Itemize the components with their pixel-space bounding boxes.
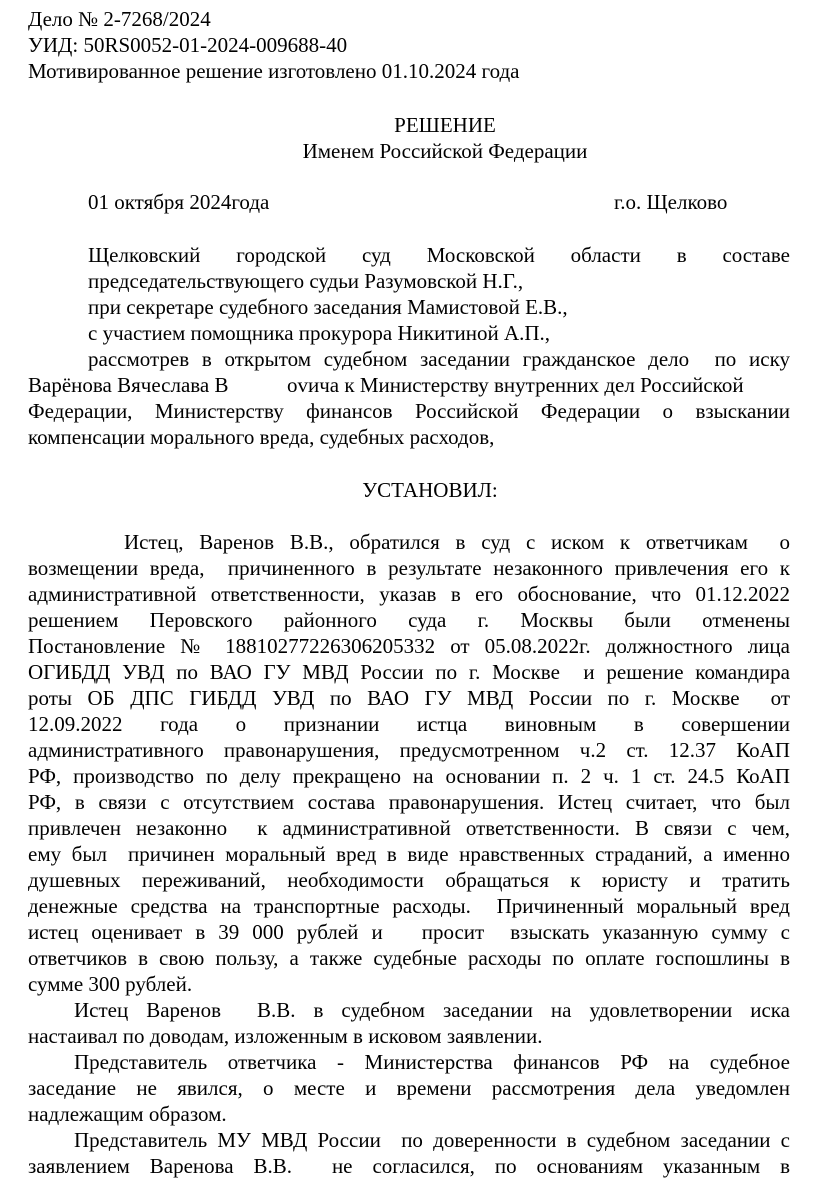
body-line: административной ответственности, указав в его обоснование, что 01.12.2022 bbox=[28, 582, 790, 606]
body-line: Представитель МУ МВД России по доверенности в судебном заседании с bbox=[74, 1128, 790, 1152]
preamble-line: при секретаре судебного заседания Мамистовой Е.В., bbox=[88, 295, 568, 319]
body-line: привлечен незаконно к административной ответственности. В связи с чем, bbox=[28, 816, 790, 840]
body-line: Истец Варенов В.В. в судебном заседании на удовлетворении иска bbox=[74, 998, 790, 1022]
section-heading: УСТАНОВИЛ: bbox=[362, 478, 498, 502]
case-number: Дело № 2-7268/2024 bbox=[28, 7, 211, 31]
preamble-line: компенсации морального вреда, судебных расходов, bbox=[28, 425, 495, 449]
decision-place: г.о. Щелково bbox=[614, 190, 728, 214]
body-line: РФ, в связи с отсутствием состава правонарушения. Истец считает, что был bbox=[28, 790, 790, 814]
preamble-line: Щелковский городской суд Московской области в составе bbox=[88, 243, 790, 267]
preamble-line: рассмотрев в открытом судебном заседании гражданское дело по иску bbox=[88, 347, 790, 371]
body-line: ему был причинен моральный вред в виде нравственных страданий, а именно bbox=[28, 842, 790, 866]
body-line: РФ, производство по делу прекращено на основании п. 2 ч. 1 ст. 24.5 КоАП bbox=[28, 764, 790, 788]
body-line: сумме 300 рублей. bbox=[28, 972, 193, 996]
body-line: настаивал по доводам, изложенным в исковом заявлении. bbox=[28, 1024, 543, 1048]
body-line: надлежащим образом. bbox=[28, 1102, 227, 1126]
body-line: возмещении вреда, причиненного в результате незаконного привлечения его к bbox=[28, 556, 790, 580]
body-line: роты ОБ ДПС ГИБДД УВД по ВАО ГУ МВД России по г. Москве от bbox=[28, 686, 790, 710]
body-line: душевных переживаний, необходимости обращаться к юристу и тратить bbox=[28, 868, 790, 892]
body-line: заседание не явился, о месте и времени рассмотрения дела уведомлен bbox=[28, 1076, 790, 1100]
body-line: 12.09.2022 года о признании истца виновным в совершении bbox=[28, 712, 790, 736]
reasoned-decision-note: Мотивированное решение изготовлено 01.10.2024 года bbox=[28, 59, 520, 83]
decision-title: РЕШЕНИЕ bbox=[394, 113, 496, 137]
body-line: заявлением Варенова В.В. не согласился, по основаниям указанным в bbox=[28, 1154, 790, 1178]
preamble-line: председательствующего судьи Разумовской Н.Г., bbox=[88, 269, 524, 293]
body-line: ОГИБДД УВД по ВАО ГУ МВД России по г. Москве и решение командира bbox=[28, 660, 790, 684]
body-line: истец оценивает в 39 000 рублей и просит взыскать указанную сумму с bbox=[28, 920, 790, 944]
body-line: решением Перовского районного суда г. Москвы были отменены bbox=[28, 608, 790, 632]
body-line: ответчиков в свою пользу, а также судебные расходы по оплате госпошлины в bbox=[28, 946, 790, 970]
decision-subtitle: Именем Российской Федерации bbox=[302, 139, 588, 163]
preamble-line-end: ovича к Министерству внутренних дел Российской bbox=[287, 373, 744, 397]
preamble-line: с участием помощника прокурора Никитиной А.П., bbox=[88, 321, 551, 345]
body-line: Постановление № 18810277226306205332 от 05.08.2022г. должностного лица bbox=[28, 634, 790, 658]
decision-date: 01 октября 2024года bbox=[88, 190, 270, 214]
case-uid: УИД: 50RS0052-01-2024-009688-40 bbox=[28, 33, 348, 57]
body-line: административного правонарушения, предусмотренном ч.2 ст. 12.37 КоАП bbox=[28, 738, 790, 762]
body-line: Представитель ответчика - Министерства финансов РФ на судебное bbox=[74, 1050, 790, 1074]
preamble-line-start: Варёнова Вячеслава В bbox=[28, 373, 229, 397]
body-line: Истец, Варенов В.В., обратился в суд с иском к ответчикам о bbox=[124, 530, 790, 554]
body-line: денежные средства на транспортные расходы. Причиненный моральный вред bbox=[28, 894, 790, 918]
preamble-line: Федерации, Министерству финансов Российской Федерации о взыскании bbox=[28, 399, 790, 423]
